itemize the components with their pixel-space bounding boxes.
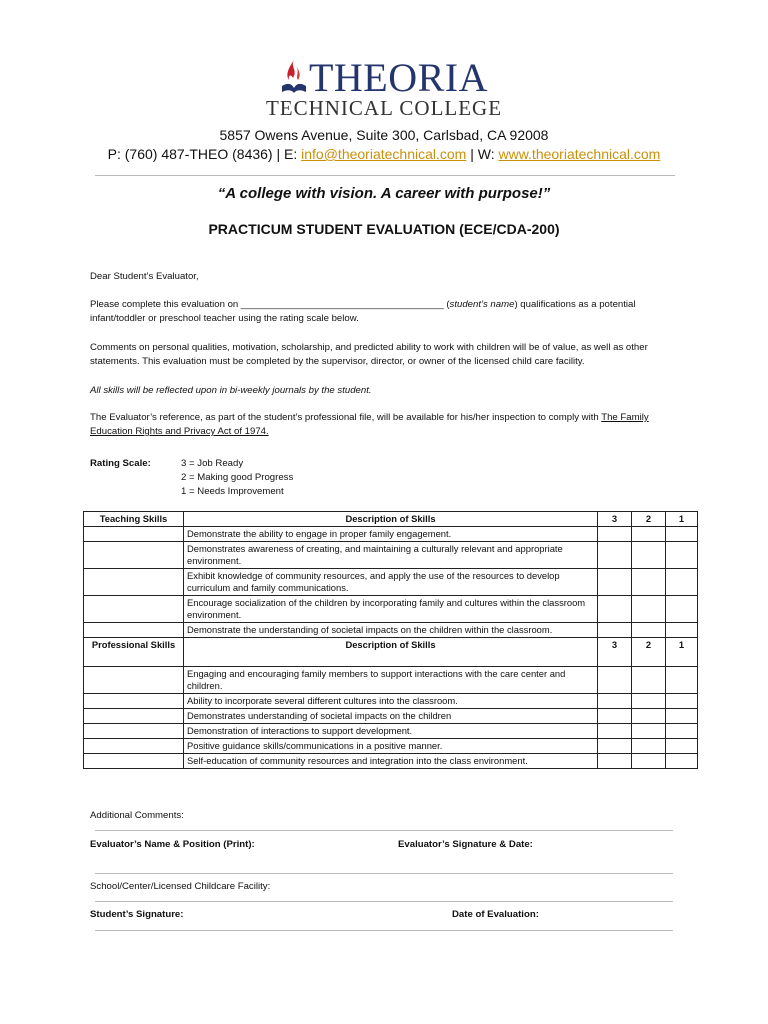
- facility-label: School/Center/Licensed Childcare Facility:: [90, 881, 271, 892]
- rating-cell[interactable]: [666, 623, 698, 638]
- instructions-text-a: Please complete this evaluation on ______________________________________ (: [90, 299, 450, 310]
- email-link[interactable]: info@theoriatechnical.com: [301, 146, 467, 162]
- rating-cell[interactable]: [666, 596, 698, 623]
- evaluator-signature-label: Evaluator’s Signature & Date:: [398, 839, 533, 850]
- rating-cell[interactable]: [598, 739, 632, 754]
- table-row: [84, 527, 698, 542]
- rating-cell[interactable]: [598, 542, 632, 569]
- rating-cell[interactable]: [666, 569, 698, 596]
- description-heading: Description of Skills: [184, 638, 598, 667]
- table-row: [84, 709, 698, 724]
- rating-cell[interactable]: [598, 724, 632, 739]
- instructions-paragraph: [90, 298, 690, 326]
- skill-description: Exhibit knowledge of community resources, and apply the use of the resources to develop curriculum and family communications.: [184, 569, 598, 596]
- rating-cell[interactable]: [632, 542, 666, 569]
- evaluation-date-label: Date of Evaluation:: [452, 909, 539, 920]
- rating-cell[interactable]: [632, 527, 666, 542]
- instructions-text-b: ) qualifications as a potential infant/toddler or preschool teacher using the rating scale below.: [90, 299, 636, 324]
- rating-cell[interactable]: [598, 527, 632, 542]
- header-divider: [95, 175, 675, 176]
- table-row: [84, 596, 698, 623]
- web-separator: | W:: [466, 146, 499, 162]
- contact-line: [0, 146, 768, 162]
- skills-table: [83, 511, 698, 769]
- comments-line[interactable]: [95, 830, 673, 831]
- rating-col-1: 1: [666, 638, 698, 667]
- college-logo: [0, 55, 768, 120]
- rating-cell[interactable]: [632, 623, 666, 638]
- rating-cell[interactable]: [632, 754, 666, 769]
- skill-description: Demonstrate the ability to engage in proper family engagement.: [184, 527, 598, 542]
- professional-skills-heading: Professional Skills: [84, 638, 184, 667]
- description-heading: Description of Skills: [184, 512, 598, 527]
- phone-text: P: (760) 487-THEO (8436) | E:: [107, 146, 302, 162]
- rating-cell[interactable]: [598, 569, 632, 596]
- facility-line[interactable]: [95, 901, 673, 902]
- rating-cell[interactable]: [666, 739, 698, 754]
- rating-cell[interactable]: [666, 754, 698, 769]
- rating-cell[interactable]: [632, 724, 666, 739]
- page-title: PRACTICUM STUDENT EVALUATION (ECE/CDA-200): [208, 221, 560, 237]
- address: 5857 Owens Avenue, Suite 300, Carlsbad, CA 92008: [219, 127, 549, 143]
- rating-cell[interactable]: [666, 667, 698, 694]
- salutation: Dear Student’s Evaluator,: [90, 271, 199, 282]
- rating-cell[interactable]: [632, 739, 666, 754]
- table-row: [84, 754, 698, 769]
- rating-cell[interactable]: [632, 694, 666, 709]
- flame-book-icon: [280, 58, 308, 96]
- journal-note-text: All skills will be reflected upon in bi-weekly journals by the student.: [90, 385, 372, 396]
- skill-description: Positive guidance skills/communications in a positive manner.: [184, 739, 598, 754]
- journal-note: [90, 384, 690, 398]
- table-row: [84, 667, 698, 694]
- table-row: [84, 694, 698, 709]
- rating-cell[interactable]: [632, 667, 666, 694]
- evaluator-line[interactable]: [95, 873, 673, 874]
- table-header-row: [84, 512, 698, 527]
- rating-cell[interactable]: [666, 527, 698, 542]
- table-header-row: [84, 638, 698, 667]
- table-row: [84, 569, 698, 596]
- rating-cell[interactable]: [598, 694, 632, 709]
- table-row: [84, 542, 698, 569]
- skill-description: Demonstrate the understanding of societal impacts on the children within the classroom.: [184, 623, 598, 638]
- rating-item: 3 = Job Ready: [181, 458, 244, 469]
- skill-description: Ability to incorporate several different cultures into the classroom.: [184, 694, 598, 709]
- slogan: “A college with vision. A career with purpose!”: [217, 185, 551, 202]
- rating-cell[interactable]: [598, 667, 632, 694]
- skill-description: Demonstration of interactions to support development.: [184, 724, 598, 739]
- rating-cell[interactable]: [666, 694, 698, 709]
- instructions-text-italic: student’s name: [449, 299, 515, 310]
- rating-cell[interactable]: [598, 596, 632, 623]
- rating-cell[interactable]: [666, 542, 698, 569]
- additional-comments-label: Additional Comments:: [90, 810, 184, 821]
- rating-cell[interactable]: [598, 754, 632, 769]
- privacy-paragraph: [90, 411, 690, 439]
- evaluator-name-label: Evaluator’s Name & Position (Print):: [90, 839, 255, 850]
- skill-description: Encourage socialization of the children by incorporating family and cultures within the classroom environment.: [184, 596, 598, 623]
- ferpa-link-text: The Family Education Rights and Privacy Act of 1974.: [90, 412, 649, 437]
- skill-description: Self-education of community resources and integration into the class environment.: [184, 754, 598, 769]
- rating-col-2: 2: [632, 638, 666, 667]
- comments-paragraph: Comments on personal qualities, motivation, scholarship, and predicted ability to work with children will be of value, as well as other statements. This evaluation must be completed by the supervisor, director, or owner of the licensed child care facility.: [90, 342, 648, 367]
- rating-cell[interactable]: [632, 569, 666, 596]
- rating-cell[interactable]: [632, 709, 666, 724]
- rating-cell[interactable]: [666, 709, 698, 724]
- table-row: [84, 724, 698, 739]
- skill-description: Demonstrates understanding of societal impacts on the children: [184, 709, 598, 724]
- rating-col-2: 2: [632, 512, 666, 527]
- skill-description: Engaging and encouraging family members to support interactions with the care center and children.: [184, 667, 598, 694]
- student-signature-label: Student’s Signature:: [90, 909, 184, 920]
- rating-col-3: 3: [598, 512, 632, 527]
- rating-cell[interactable]: [632, 596, 666, 623]
- privacy-text: The Evaluator’s reference, as part of the student’s professional file, will be available for his/her inspection to comply with: [90, 412, 602, 423]
- teaching-skills-heading: Teaching Skills: [84, 512, 184, 527]
- table-row: [84, 623, 698, 638]
- rating-item: 2 = Making good Progress: [181, 472, 294, 483]
- website-link[interactable]: www.theoriatechnical.com: [498, 146, 661, 162]
- signature-line[interactable]: [95, 930, 673, 931]
- skill-description: Demonstrates awareness of creating, and maintaining a culturally relevant and appropriate environment.: [184, 542, 598, 569]
- rating-cell[interactable]: [598, 623, 632, 638]
- rating-scale-label: Rating Scale:: [90, 458, 151, 469]
- rating-cell[interactable]: [598, 709, 632, 724]
- logo-title: THEORIA: [308, 55, 489, 100]
- rating-item: 1 = Needs Improvement: [181, 486, 284, 497]
- rating-cell[interactable]: [666, 724, 698, 739]
- rating-col-1: 1: [666, 512, 698, 527]
- table-row: [84, 739, 698, 754]
- rating-col-3: 3: [598, 638, 632, 667]
- logo-subtitle: TECHNICAL COLLEGE: [265, 96, 503, 120]
- rating-scale-items: [181, 457, 293, 499]
